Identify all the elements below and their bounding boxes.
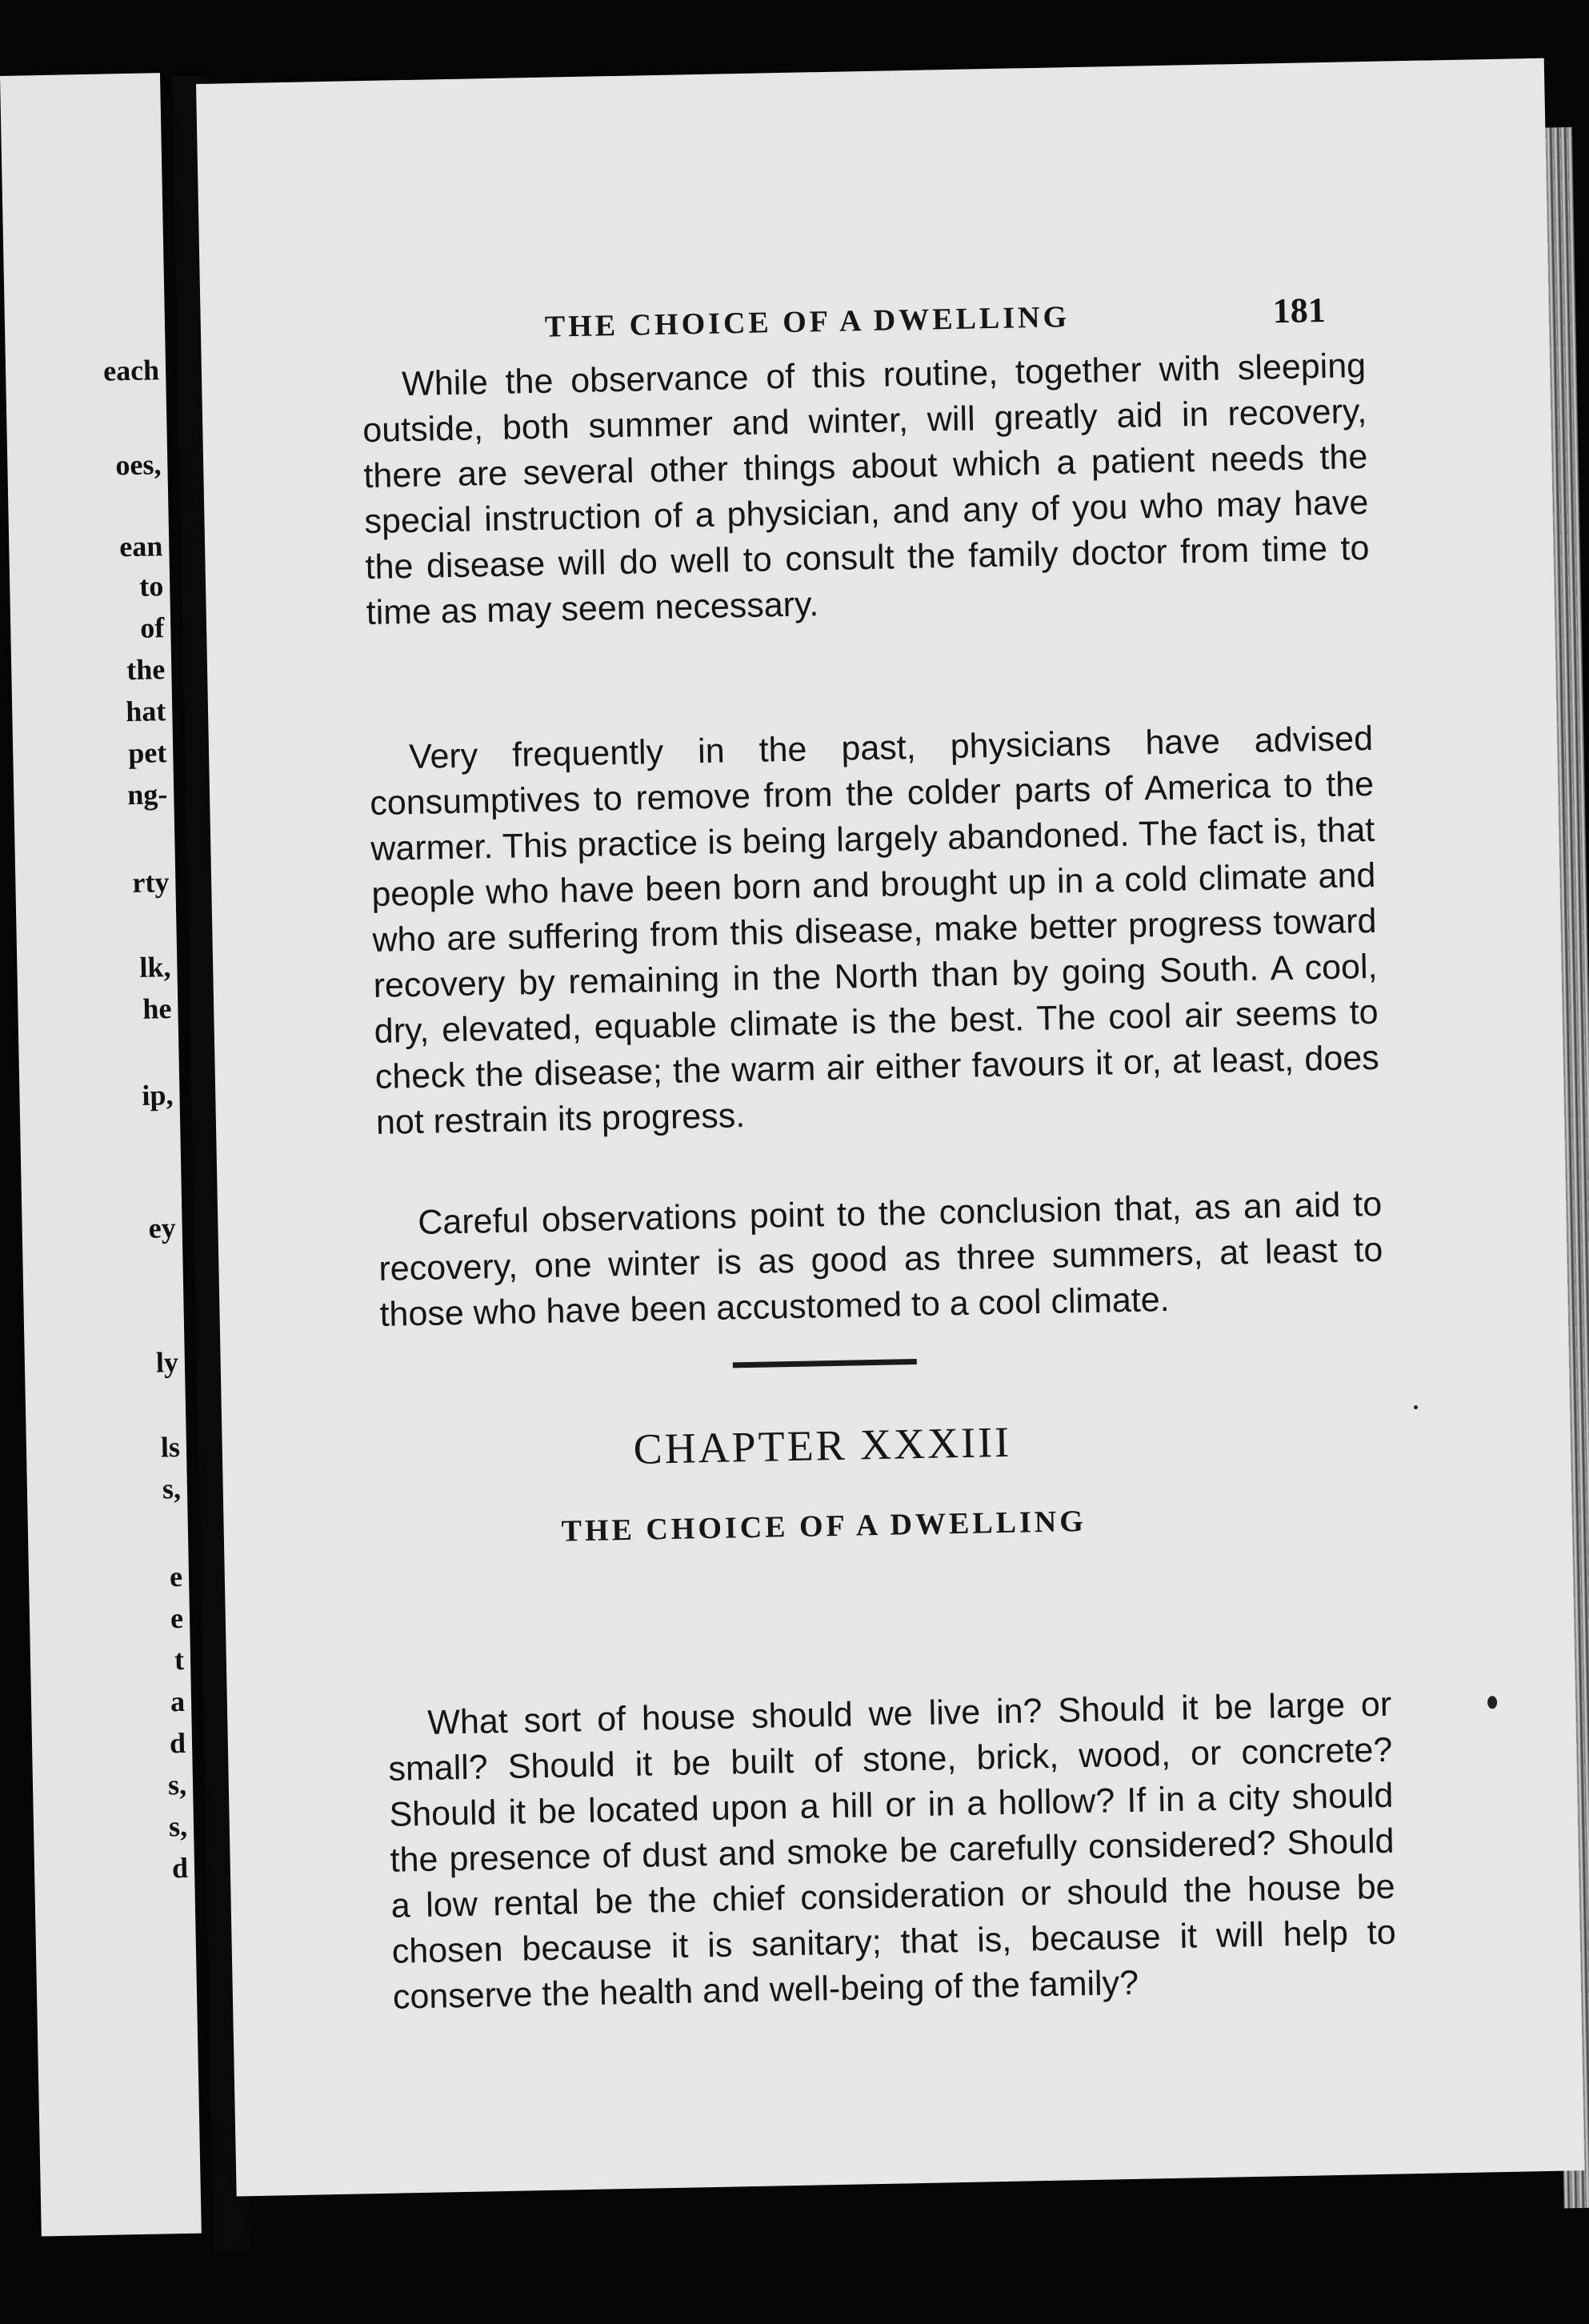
left-fragment: ey	[148, 1212, 177, 1244]
paragraph: While the observance of this routine, together with sleeping outside, both summer and winter, will greatly aid in recovery, there are several other things about which a patient needs the special instruction of a physician, and any of you who may have the disease will do well to consult the family doctor from time to time as may seem necessary.	[362, 347, 1370, 633]
left-fragment: he	[142, 992, 172, 1025]
paragraph: Careful observations point to the conclusion that, as an aid to recovery, one winter is as good as three summers, at least to those who have been accustomed to a cool climate.	[378, 1184, 1383, 1334]
left-fragment: lk,	[139, 951, 171, 984]
scan-speck	[1414, 1405, 1418, 1409]
right-page	[196, 58, 1584, 2197]
scan-speck	[1487, 1696, 1497, 1709]
chapter-heading: CHAPTER XXXIII	[633, 1417, 1012, 1473]
left-fragment: hat	[125, 695, 166, 728]
running-head: THE CHOICE OF A DWELLING	[544, 300, 1071, 344]
left-fragment: ly	[155, 1346, 179, 1379]
left-page-edge	[0, 73, 202, 2236]
left-fragment: d	[171, 1851, 189, 1885]
left-fragment: ng-	[126, 778, 168, 811]
left-fragment: each	[102, 354, 160, 387]
left-fragment: s,	[168, 1809, 188, 1843]
left-fragment: s,	[162, 1472, 182, 1505]
left-fragment: oes,	[114, 448, 162, 482]
page-number: 181	[1272, 290, 1327, 331]
left-fragment: e	[170, 1601, 184, 1635]
left-fragment: ip,	[142, 1079, 174, 1112]
chapter-title: THE CHOICE OF A DWELLING	[561, 1504, 1087, 1549]
chapter-opening-paragraph: What sort of house should we live in? Should it be large or small? Should it be built of stone, brick, wood, or concrete? Should it be located upon a hill or in a hollow? If in a city should the presence of dust and smoke be carefully considered? Should a low rental be the chief consideration or should the house be chosen because it is sanitary; that is, because it will help to conserve the health and well-being of the family?	[388, 1685, 1397, 2017]
section-divider-rule	[733, 1359, 917, 1368]
left-fragment: d	[169, 1726, 186, 1760]
paragraph: Very frequently in the past, physicians have advised consumptives to remove from the colder parts of America to the warmer. This practice is being largely abandoned. The fact is, that people who have been born and brought up in a cold climate and who are suffering from this disease, make better progress toward recovery by remaining in the North than by going South. A cool, dry, elevated, equable climate is the best. The cool air seems to check the disease; the warm air either favours it or, at least, does not restrain its progress.	[369, 719, 1380, 1142]
left-fragment: e	[169, 1560, 183, 1593]
left-fragment: a	[170, 1685, 186, 1718]
left-fragment: s,	[167, 1768, 187, 1801]
left-fragment: pet	[127, 736, 167, 770]
left-fragment: ean	[118, 530, 163, 563]
left-fragment: t	[174, 1643, 185, 1677]
left-fragment: the	[126, 653, 166, 687]
left-fragment: to	[138, 570, 164, 603]
left-fragment: ls	[160, 1431, 181, 1464]
left-fragment: rty	[132, 866, 170, 900]
left-fragment: of	[139, 611, 165, 644]
